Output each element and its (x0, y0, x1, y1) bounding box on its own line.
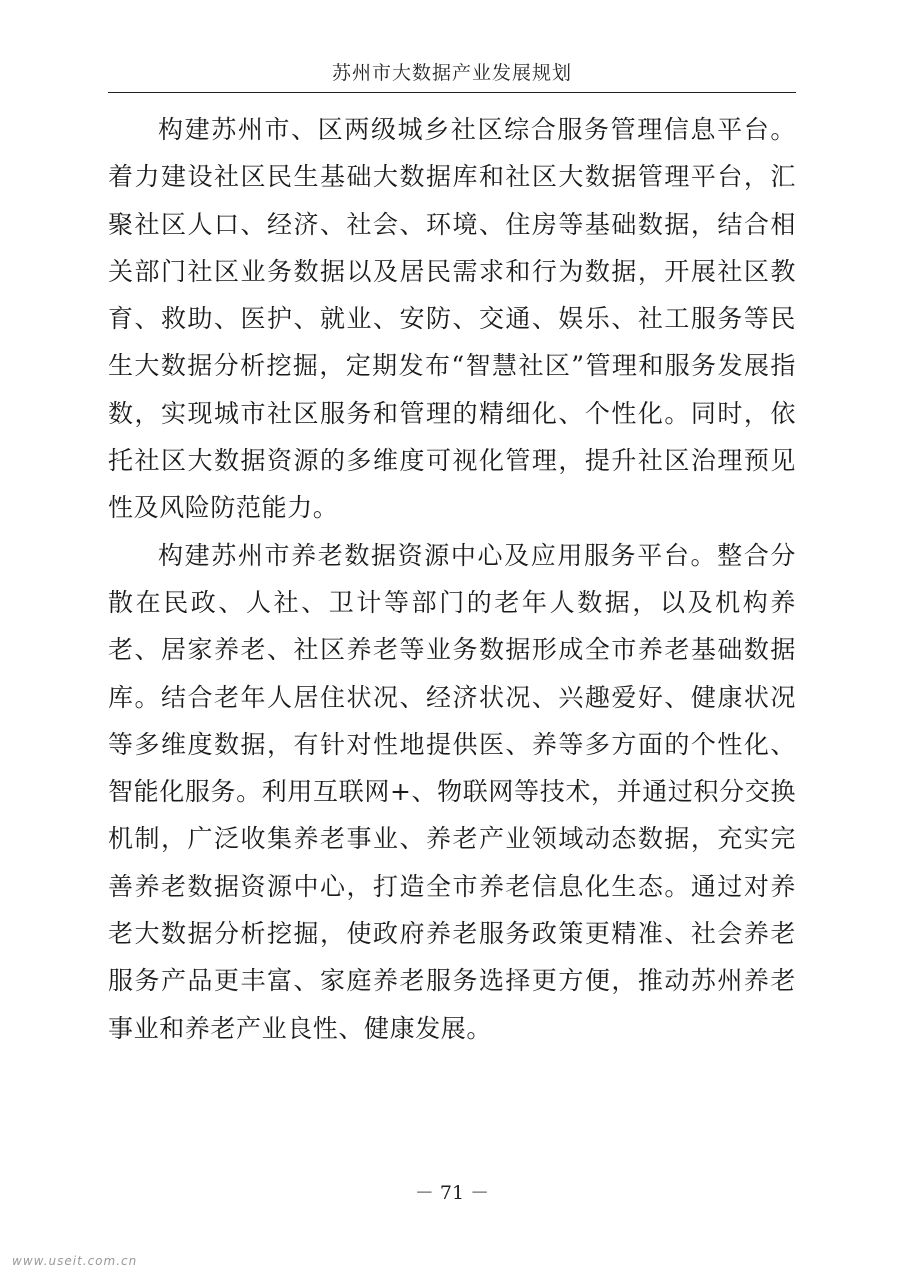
body-text (108, 106, 796, 1052)
paragraph-elderly-care-platform: 构建苏州市养老数据资源中心及应用服务平台。整合分散在民政、人社、卫计等部门的老年人数据，以及机构养老、居家养老、社区养老等业务数据形成全市养老基础数据库。结合老年人居住状况、经济状况、兴趣爱好、健康状况等多维度数据，有针对性地提供医、养等多方面的个性化、智能化服务。利用互联网+、物联网等技术，并通过积分交换机制，广泛收集养老事业、养老产业领域动态数据，充实完善养老数据资源中心，打造全市养老信息化生态。通过对养老大数据分析挖掘，使政府养老服务政策更精准、社会养老服务产品更丰富、家庭养老服务选择更方便，推动苏州养老事业和养老产业良性、健康发展。 (108, 540, 796, 1043)
running-header-title: 苏州市大数据产业发展规划 (331, 62, 572, 84)
header-divider (108, 92, 796, 93)
watermark-text: www.useit.com.cn (12, 1254, 138, 1268)
paragraph-community-platform: 构建苏州市、区两级城乡社区综合服务管理信息平台。着力建设社区民生基础大数据库和社区大数据管理平台，汇聚社区人口、经济、社会、环境、住房等基础数据，结合相关部门社区业务数据以及居民需求和行为数据，开展社区教育、救助、医护、就业、安防、交通、娱乐、社工服务等民生大数据分析挖掘，定期发布“智慧社区”管理和服务发展指数，实现城市社区服务和管理的精细化、个性化。同时，依托社区大数据资源的多维度可视化管理，提升社区治理预见性及风险防范能力。 (108, 115, 796, 523)
page-number: － 71 － (414, 1182, 490, 1204)
